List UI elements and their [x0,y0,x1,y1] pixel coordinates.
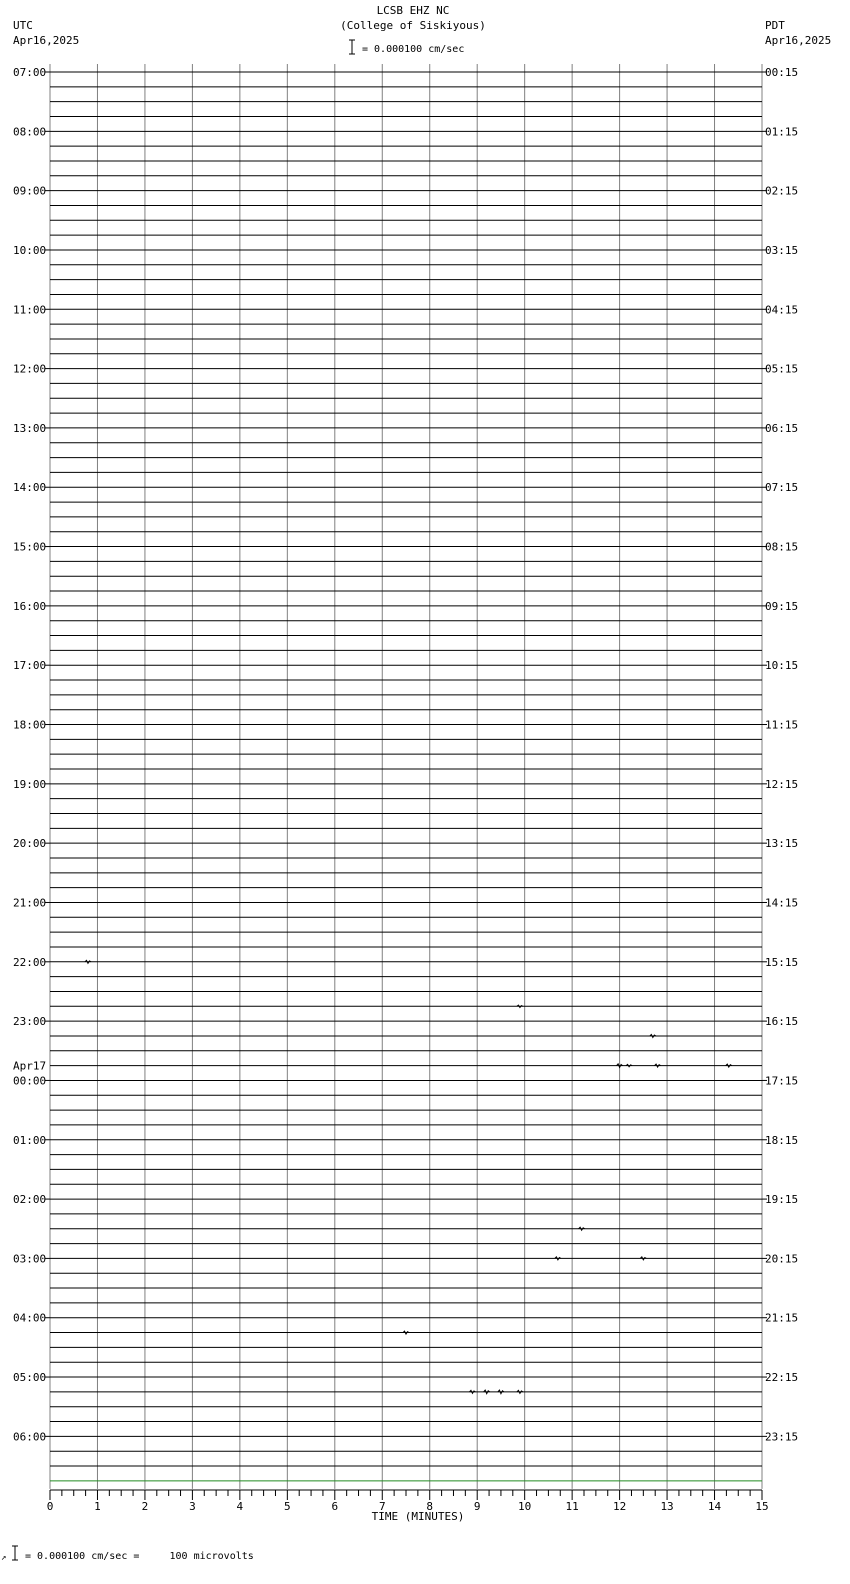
hour-label-left: 09:00 [13,184,47,198]
hour-label-left: 22:00 [13,955,47,969]
hour-label-left: 14:00 [13,481,47,495]
hour-label-right: 04:15 [765,303,799,317]
hour-label-left: 13:00 [13,421,47,435]
hour-label-right: 23:15 [765,1430,799,1444]
hour-label-left: 19:00 [13,777,47,791]
trace-lines [50,72,762,1481]
hour-label-right: 00:15 [765,66,799,79]
x-tick-label: 12 [612,1500,627,1513]
x-tick-label: 15 [755,1500,769,1513]
hour-label-right: 14:15 [765,896,799,910]
hour-label-right: 03:15 [765,243,799,257]
hour-label-right: 17:15 [765,1074,799,1088]
hour-label-left: 06:00 [13,1430,47,1444]
x-tick-label: 3 [189,1500,196,1513]
hour-label-left: 07:00 [13,66,47,79]
hour-label-left: 04:00 [13,1311,47,1325]
hour-label-left: 03:00 [13,1252,47,1266]
hour-label-right: 22:15 [765,1371,799,1385]
x-axis-label: TIME (MINUTES) [371,1510,465,1523]
hour-label-right: 15:15 [765,955,799,969]
x-tick-label: 8 [426,1500,434,1513]
hour-label-left: 08:00 [13,125,47,139]
hour-label-left: 00:00 [13,1074,47,1088]
x-tick-label: 11 [565,1500,579,1513]
hour-label-right: 01:15 [765,125,799,139]
hour-label-left: 11:00 [13,303,47,317]
calibration-label: = 0.000100 cm/sec = 100 microvolts [25,1551,254,1562]
hour-label-right: 21:15 [765,1311,799,1325]
hour-label-right: 12:15 [765,777,799,791]
calibration-bar-icon [11,1545,19,1561]
x-tick-label: 13 [660,1500,674,1513]
hour-label-right: 02:15 [765,184,799,198]
hour-label-right: 16:15 [765,1015,799,1029]
station-title: LCSB EHZ NC [376,4,450,17]
hour-label-right: 19:15 [765,1193,799,1207]
x-tick-label: 0 [46,1500,54,1513]
hour-label-right: 08:15 [765,540,799,554]
x-tick-label: 2 [141,1500,149,1513]
hour-label-right: 09:15 [765,599,799,613]
date-change-label: Apr17 [13,1059,47,1073]
hour-label-right: 07:15 [765,481,799,495]
hour-label-left: 20:00 [13,837,47,851]
hour-label-right: 05:15 [765,362,799,376]
time-grid [50,64,762,1489]
hour-label-left: 18:00 [13,718,47,732]
x-tick-label: 1 [94,1500,101,1513]
x-tick-label: 10 [518,1500,532,1513]
hour-label-right: 20:15 [765,1252,799,1266]
x-tick-label: 14 [707,1500,722,1513]
hour-label-left: 15:00 [13,540,47,554]
hour-label-left: 02:00 [13,1193,47,1207]
x-tick-label: 4 [236,1500,244,1513]
hour-label-left: 05:00 [13,1371,47,1385]
right-timezone: PDT [765,19,785,32]
hour-label-right: 11:15 [765,718,799,732]
station-location: (College of Siskiyous) [340,19,486,32]
event-marks [85,960,732,1393]
left-date: Apr16,2025 [13,34,80,47]
hour-label-left: 01:00 [13,1133,47,1147]
hour-label-left: 21:00 [13,896,47,910]
x-tick-label: 5 [284,1500,291,1513]
calibration-arrow-icon: ↗ [1,1553,7,1563]
hour-label-left: 12:00 [13,362,47,376]
hour-label-right: 06:15 [765,421,799,435]
hour-label-left: 17:00 [13,659,47,673]
hour-label-left: 16:00 [13,599,47,613]
x-tick-label: 9 [473,1500,481,1513]
hour-label-right: 10:15 [765,659,799,673]
hour-label-left: 10:00 [13,243,47,257]
right-date: Apr16,2025 [765,34,832,47]
scale-label: = 0.000100 cm/sec [362,44,465,55]
left-timezone: UTC [13,19,33,32]
hour-label-right: 13:15 [765,837,799,851]
x-tick-label: 6 [331,1500,339,1513]
hour-label-left: 23:00 [13,1015,47,1029]
x-tick-label: 7 [378,1500,386,1513]
hour-label-right: 18:15 [765,1133,799,1147]
